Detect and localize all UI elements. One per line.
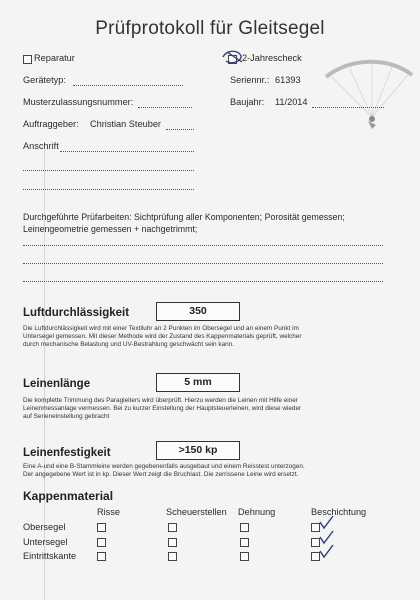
leinen-desc-3: auf Serieneinstellung gebracht xyxy=(23,413,110,421)
obersegel-risse-checkbox[interactable] xyxy=(97,523,106,532)
eintrittskante-risse-checkbox[interactable] xyxy=(97,552,106,561)
luft-heading: Luftdurchlässigkeit xyxy=(23,307,130,319)
seriennr-label: Seriennr.: xyxy=(230,75,270,85)
luft-desc-1: Die Luftdurchlässigkeit wird mit einer Textiluhr an 2 Punkten im Obersegel und an einem Punkt im xyxy=(23,325,299,332)
reparatur-checkbox[interactable] xyxy=(23,55,32,64)
obersegel-beschichtung-check-mark xyxy=(318,514,336,530)
anschrift-line-1[interactable] xyxy=(60,151,194,152)
eintrittskante-scheuerstellen-checkbox[interactable] xyxy=(168,552,177,561)
kappen-col-scheuerstellen: Scheuerstellen xyxy=(166,507,227,517)
festigkeit-description xyxy=(23,463,413,479)
anschrift-label: Anschrift xyxy=(23,141,59,151)
luft-description xyxy=(23,325,413,350)
musterzulassung-field[interactable] xyxy=(138,107,192,108)
pruefarbeiten-line-1: Durchgeführte Prüfarbeiten: Sichtprüfung aller Komponenten; Porosität gemessen; xyxy=(23,212,345,222)
pruefarbeiten-line-4[interactable] xyxy=(23,263,383,264)
geraetetyp-label: Gerätetyp: xyxy=(23,75,66,85)
auftraggeber-dots xyxy=(166,129,194,130)
untersegel-risse-checkbox[interactable] xyxy=(97,538,106,547)
festigkeit-desc-2: Der angegebene Wert ist in kp. Dieser Wert zeigt die Bruchlast. Die zerrissene Leine wird ersetzt. xyxy=(23,471,299,479)
baujahr-label: Baujahr: xyxy=(230,97,265,107)
obersegel-scheuerstellen-checkbox[interactable] xyxy=(168,523,177,532)
auftraggeber-value: Christian Steuber xyxy=(90,119,161,129)
kappen-row-obersegel: Obersegel xyxy=(23,522,66,532)
obersegel-dehnung-checkbox[interactable] xyxy=(240,523,249,532)
untersegel-scheuerstellen-checkbox[interactable] xyxy=(168,538,177,547)
kappen-col-risse: Risse xyxy=(97,507,120,517)
baujahr-value: 11/2014 xyxy=(275,97,308,107)
jahrescheck-label: 2-Jahrescheck xyxy=(242,53,302,63)
pruefarbeiten-line-5[interactable] xyxy=(23,281,383,282)
kappen-row-untersegel: Untersegel xyxy=(23,537,68,547)
pruefarbeiten-line-3[interactable] xyxy=(23,245,383,246)
leinen-desc-1: Die komplette Trimmung des Paragleiters wird überprüft. Hierzu werden die Leinen mit Hilfe einer xyxy=(23,397,298,404)
paraglider-icon xyxy=(320,55,416,135)
seriennr-value: 61393 xyxy=(275,75,301,85)
kappen-col-beschichtung: Beschichtung xyxy=(311,507,367,517)
kappen-row-eintrittskante: Eintrittskante xyxy=(23,551,77,561)
musterzulassung-label: Musterzulassungsnummer: xyxy=(23,97,134,107)
kappen-col-dehnung: Dehnung xyxy=(238,507,276,517)
festigkeit-value[interactable]: >150 kp xyxy=(156,441,240,460)
auftraggeber-label: Auftraggeber: xyxy=(23,119,79,129)
untersegel-dehnung-checkbox[interactable] xyxy=(240,538,249,547)
reparatur-label: Reparatur xyxy=(34,53,75,63)
leinen-value[interactable]: 5 mm xyxy=(156,373,240,392)
festigkeit-desc-1: Eine A-und eine B-Stammleine werden gegebenenfalls ausgebaut und einem Reisstest unterzogen. xyxy=(23,463,305,470)
leinen-desc-2: Leinenmessanlage vermessen. Bei zu kurzer Einstellung der Hauptsteuerleinen, wird diese wieder xyxy=(23,405,302,413)
pruefarbeiten-line-2: Leinengeometrie gemessen + nachgetrimmt; xyxy=(23,224,198,234)
luft-desc-2: Untersegel gemessen. Mit dieser Methode wird der Zustand des Kappenmaterials geprüft, welcher xyxy=(23,333,302,341)
anschrift-line-3[interactable] xyxy=(23,189,194,190)
baujahr-dots xyxy=(312,107,384,108)
festigkeit-heading: Leinenfestigkeit xyxy=(23,447,111,459)
luft-value[interactable]: 350 xyxy=(156,302,240,321)
kappen-heading: Kappenmaterial xyxy=(23,489,114,503)
eintrittskante-beschichtung-check-mark xyxy=(318,543,336,559)
page-title: Prüfprotokoll für Gleitsegel xyxy=(95,18,325,39)
anschrift-line-2[interactable] xyxy=(23,170,194,171)
geraetetyp-field[interactable] xyxy=(73,85,183,86)
luft-desc-3: durch mechanische Belastung und UV-Bestrahlung geschwächt sein kann. xyxy=(23,341,235,349)
leinen-description xyxy=(23,397,413,422)
eintrittskante-dehnung-checkbox[interactable] xyxy=(240,552,249,561)
leinen-heading: Leinenlänge xyxy=(23,378,91,390)
